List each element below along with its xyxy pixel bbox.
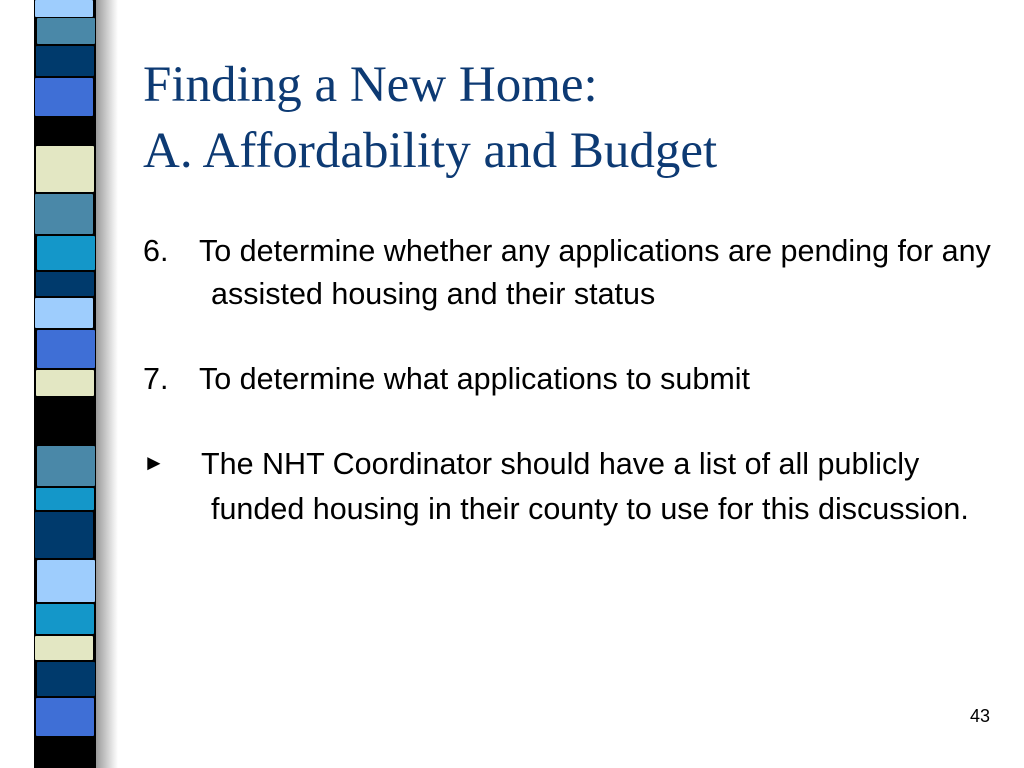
stripe-segment (37, 18, 95, 44)
stripe-segment (35, 512, 93, 558)
list-item-text: To determine what applications to submit (199, 362, 750, 396)
stripe-segment (36, 146, 94, 192)
stripe-segment (35, 0, 93, 17)
stripe-segment (37, 330, 95, 368)
list-number: 7. (143, 362, 169, 396)
bullet-item (143, 443, 993, 531)
slide-title (143, 52, 1003, 184)
stripe-segment (36, 604, 94, 634)
stripe-segment (35, 398, 93, 444)
stripe-segment (35, 636, 93, 660)
stripe-segment (37, 118, 95, 144)
stripe-segment (37, 560, 95, 602)
stripe-segment (36, 488, 94, 510)
list-item-6 (143, 230, 993, 316)
stripe-segment (36, 698, 94, 736)
stripe-segment (35, 298, 93, 328)
list-item-7 (143, 358, 993, 401)
stripe-segment (37, 236, 95, 270)
stripe-segment (36, 370, 94, 396)
list-item-text: To determine whether any applications are pending for any assisted housing and their status (199, 234, 991, 311)
stripe-segment (37, 662, 95, 696)
decorative-stripe (34, 0, 96, 768)
bullet-arrow-icon: ► (143, 450, 165, 475)
slide-title-line-1: Finding a New Home: (143, 57, 598, 113)
stripe-segment (36, 46, 94, 76)
stripe-segment (35, 194, 93, 234)
stripe-segment (36, 272, 94, 296)
list-number: 6. (143, 234, 169, 268)
page-number: 43 (969, 706, 990, 726)
stripe-segment (37, 446, 95, 486)
stripe-segment (35, 738, 93, 768)
slide-body (143, 230, 993, 531)
stripe-segment (35, 78, 93, 116)
decorative-stripe-shadow (96, 0, 118, 768)
slide-title-line-2: A. Affordability and Budget (143, 123, 718, 179)
bullet-item-text: The NHT Coordinator should have a list of all publicly funded housing in their county to use for this discussion. (201, 447, 969, 526)
